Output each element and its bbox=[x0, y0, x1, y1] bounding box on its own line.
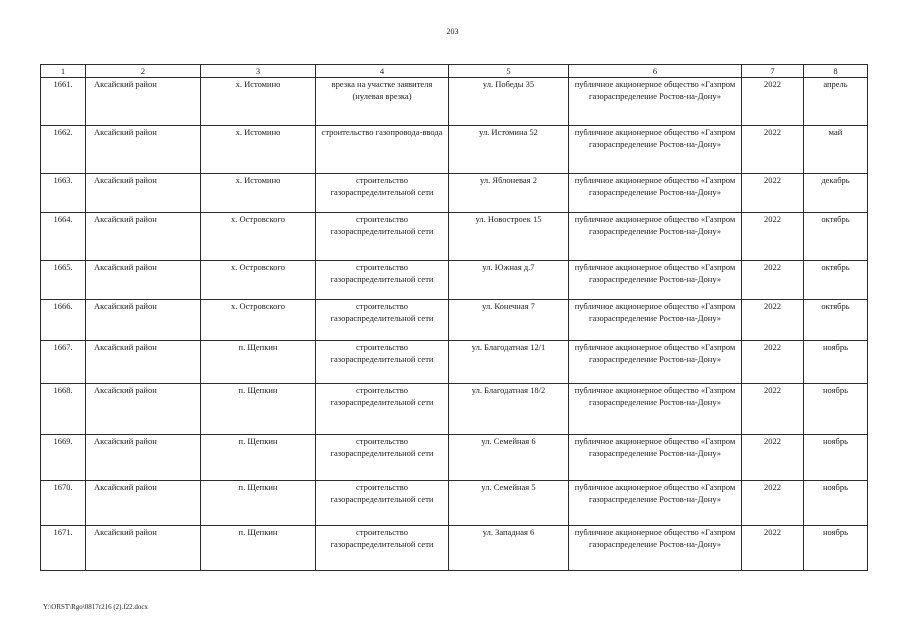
organization-cell: публичное акционерное общество «Газпром газораспределение Ростов-на-Дону» bbox=[569, 300, 742, 341]
district-cell: Аксайский район bbox=[86, 435, 201, 481]
address-cell: ул. Западная 6 bbox=[449, 526, 569, 571]
locality-cell: п. Щепкин bbox=[201, 526, 316, 571]
locality-cell: п. Щепкин bbox=[201, 384, 316, 435]
year-cell: 2022 bbox=[742, 435, 804, 481]
month-cell: апрель bbox=[804, 78, 868, 126]
year-cell: 2022 bbox=[742, 261, 804, 300]
row-number: 1669. bbox=[41, 435, 86, 481]
table-row bbox=[41, 300, 868, 341]
locality-cell: х. Островского bbox=[201, 300, 316, 341]
table-row bbox=[41, 213, 868, 261]
district-cell: Аксайский район bbox=[86, 261, 201, 300]
locality-cell: п. Щепкин bbox=[201, 341, 316, 384]
district-cell: Аксайский район bbox=[86, 300, 201, 341]
address-cell: ул. Южная д.7 bbox=[449, 261, 569, 300]
table-row bbox=[41, 261, 868, 300]
column-header: 4 bbox=[316, 65, 449, 78]
year-cell: 2022 bbox=[742, 78, 804, 126]
district-cell: Аксайский район bbox=[86, 174, 201, 213]
address-cell: ул. Истомина 52 bbox=[449, 126, 569, 174]
month-cell: декабрь bbox=[804, 174, 868, 213]
organization-cell: публичное акционерное общество «Газпром газораспределение Ростов-на-Дону» bbox=[569, 174, 742, 213]
district-cell: Аксайский район bbox=[86, 213, 201, 261]
column-header: 3 bbox=[201, 65, 316, 78]
year-cell: 2022 bbox=[742, 174, 804, 213]
locality-cell: х. Истомино bbox=[201, 174, 316, 213]
address-cell: ул. Яблоневая 2 bbox=[449, 174, 569, 213]
address-cell: ул. Семейная 5 bbox=[449, 481, 569, 526]
column-header: 1 bbox=[41, 65, 86, 78]
row-number: 1668. bbox=[41, 384, 86, 435]
work-type-cell: строительство газораспределительной сети bbox=[316, 526, 449, 571]
page-number: 203 bbox=[446, 27, 459, 36]
table-row bbox=[41, 78, 868, 126]
month-cell: ноябрь bbox=[804, 526, 868, 571]
locality-cell: х. Островского bbox=[201, 261, 316, 300]
table-row bbox=[41, 126, 868, 174]
table-row bbox=[41, 481, 868, 526]
year-cell: 2022 bbox=[742, 213, 804, 261]
year-cell: 2022 bbox=[742, 526, 804, 571]
work-type-cell: врезка на участке заявителя (нулевая врезка) bbox=[316, 78, 449, 126]
organization-cell: публичное акционерное общество «Газпром газораспределение Ростов-на-Дону» bbox=[569, 78, 742, 126]
organization-cell: публичное акционерное общество «Газпром газораспределение Ростов-на-Дону» bbox=[569, 341, 742, 384]
organization-cell: публичное акционерное общество «Газпром газораспределение Ростов-на-Дону» bbox=[569, 213, 742, 261]
row-number: 1667. bbox=[41, 341, 86, 384]
row-number: 1665. bbox=[41, 261, 86, 300]
locality-cell: х. Истомино bbox=[201, 126, 316, 174]
locality-cell: х. Островского bbox=[201, 213, 316, 261]
district-cell: Аксайский район bbox=[86, 526, 201, 571]
year-cell: 2022 bbox=[742, 481, 804, 526]
month-cell: ноябрь bbox=[804, 481, 868, 526]
row-number: 1661. bbox=[41, 78, 86, 126]
month-cell: ноябрь bbox=[804, 341, 868, 384]
work-type-cell: строительство газораспределительной сети bbox=[316, 435, 449, 481]
month-cell: октябрь bbox=[804, 261, 868, 300]
year-cell: 2022 bbox=[742, 384, 804, 435]
month-cell: ноябрь bbox=[804, 435, 868, 481]
month-cell: октябрь bbox=[804, 213, 868, 261]
address-cell: ул. Благодатная 12/1 bbox=[449, 341, 569, 384]
row-number: 1664. bbox=[41, 213, 86, 261]
organization-cell: публичное акционерное общество «Газпром газораспределение Ростов-на-Дону» bbox=[569, 126, 742, 174]
locality-cell: х. Истомино bbox=[201, 78, 316, 126]
table-row bbox=[41, 341, 868, 384]
locality-cell: п. Щепкин bbox=[201, 435, 316, 481]
row-number: 1670. bbox=[41, 481, 86, 526]
address-cell: ул. Семейная 6 bbox=[449, 435, 569, 481]
row-number: 1666. bbox=[41, 300, 86, 341]
row-number: 1671. bbox=[41, 526, 86, 571]
column-header: 8 bbox=[804, 65, 868, 78]
organization-cell: публичное акционерное общество «Газпром газораспределение Ростов-на-Дону» bbox=[569, 261, 742, 300]
district-cell: Аксайский район bbox=[86, 78, 201, 126]
address-cell: ул. Благодатная 18/2 bbox=[449, 384, 569, 435]
work-type-cell: строительство газораспределительной сети bbox=[316, 341, 449, 384]
year-cell: 2022 bbox=[742, 300, 804, 341]
table-row bbox=[41, 384, 868, 435]
table-row bbox=[41, 526, 868, 571]
row-number: 1662. bbox=[41, 126, 86, 174]
district-cell: Аксайский район bbox=[86, 384, 201, 435]
column-header: 6 bbox=[569, 65, 742, 78]
district-cell: Аксайский район bbox=[86, 341, 201, 384]
work-type-cell: строительство газораспределительной сети bbox=[316, 261, 449, 300]
organization-cell: публичное акционерное общество «Газпром газораспределение Ростов-на-Дону» bbox=[569, 435, 742, 481]
column-header: 2 bbox=[86, 65, 201, 78]
month-cell: октябрь bbox=[804, 300, 868, 341]
registry-table bbox=[40, 64, 868, 571]
row-number: 1663. bbox=[41, 174, 86, 213]
work-type-cell: строительство газораспределительной сети bbox=[316, 481, 449, 526]
organization-cell: публичное акционерное общество «Газпром газораспределение Ростов-на-Дону» bbox=[569, 384, 742, 435]
column-number-row bbox=[41, 65, 868, 78]
address-cell: ул. Победы 35 bbox=[449, 78, 569, 126]
column-header: 7 bbox=[742, 65, 804, 78]
work-type-cell: строительство газораспределительной сети bbox=[316, 213, 449, 261]
table-row bbox=[41, 435, 868, 481]
district-cell: Аксайский район bbox=[86, 481, 201, 526]
work-type-cell: строительство газопровода-ввода bbox=[316, 126, 449, 174]
table-body bbox=[41, 78, 868, 571]
work-type-cell: строительство газораспределительной сети bbox=[316, 384, 449, 435]
address-cell: ул. Конечная 7 bbox=[449, 300, 569, 341]
table-row bbox=[41, 174, 868, 213]
address-cell: ул. Новостроек 15 bbox=[449, 213, 569, 261]
year-cell: 2022 bbox=[742, 126, 804, 174]
year-cell: 2022 bbox=[742, 341, 804, 384]
month-cell: май bbox=[804, 126, 868, 174]
organization-cell: публичное акционерное общество «Газпром газораспределение Ростов-на-Дону» bbox=[569, 526, 742, 571]
column-header: 5 bbox=[449, 65, 569, 78]
work-type-cell: строительство газораспределительной сети bbox=[316, 174, 449, 213]
district-cell: Аксайский район bbox=[86, 126, 201, 174]
locality-cell: п. Щепкин bbox=[201, 481, 316, 526]
work-type-cell: строительство газораспределительной сети bbox=[316, 300, 449, 341]
month-cell: ноябрь bbox=[804, 384, 868, 435]
footer-file-path: Y:\ORST\Rgo\0817r216 (2).f22.docx bbox=[43, 603, 148, 611]
organization-cell: публичное акционерное общество «Газпром газораспределение Ростов-на-Дону» bbox=[569, 481, 742, 526]
